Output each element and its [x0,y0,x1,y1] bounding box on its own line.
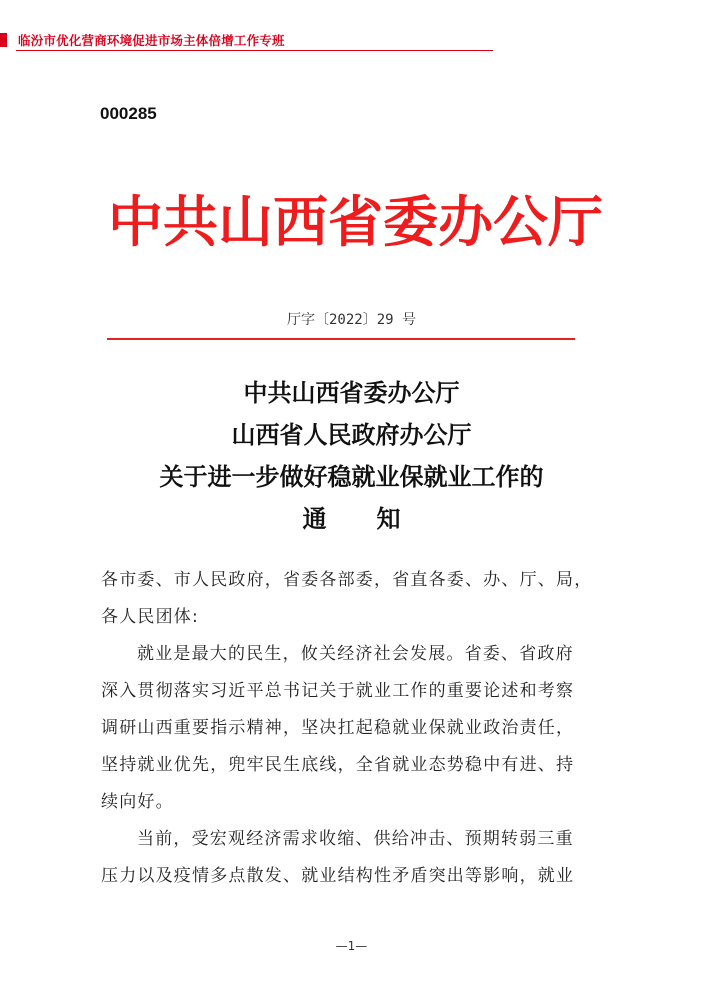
title-line-2: 山西省人民政府办公厅 [231,420,472,449]
top-banner [0,30,493,51]
banner-title: 临汾市优化营商环境促进市场主体倍增工作专班 [18,33,285,48]
banner-underline [16,50,493,51]
body-line: 续向好。 [101,792,174,812]
issuer-header: 中共山西省委办公厅 [108,189,604,254]
body-line: 深入贯彻落实习近平总书记关于就业工作的重要论述和考察 [101,681,575,701]
banner-marker [0,33,7,47]
title-line-3: 关于进一步做好稳就业保就业工作的 [159,462,544,491]
document-serial-number: 000285 [100,104,157,123]
title-line-1: 中共山西省委办公厅 [243,378,460,407]
document-title [0,372,703,540]
document-body [101,562,605,895]
body-line: 就业是最大的民生，攸关经济社会发展。省委、省政府 [137,644,574,664]
document-code: 厅字〔2022〕29 号 [286,312,416,328]
body-line: 压力以及疫情多点散发、就业结构性矛盾突出等影响，就业 [101,866,575,886]
page-number: —1— [335,939,368,953]
body-line: 调研山西重要指示精神，坚决扛起稳就业保就业政治责任， [101,718,575,738]
title-line-4: 通知 [302,504,451,533]
body-line: 各人民团体: [101,607,199,627]
body-line: 坚持就业优先，兜牢民生底线，全省就业态势稳中有进、持 [101,755,575,775]
body-line: 当前，受宏观经济需求收缩、供给冲击、预期转弱三重 [137,829,574,849]
body-line: 各市委、市人民政府，省委各部委，省直各委、办、厅、局， [101,570,593,590]
red-separator-line [107,338,575,340]
